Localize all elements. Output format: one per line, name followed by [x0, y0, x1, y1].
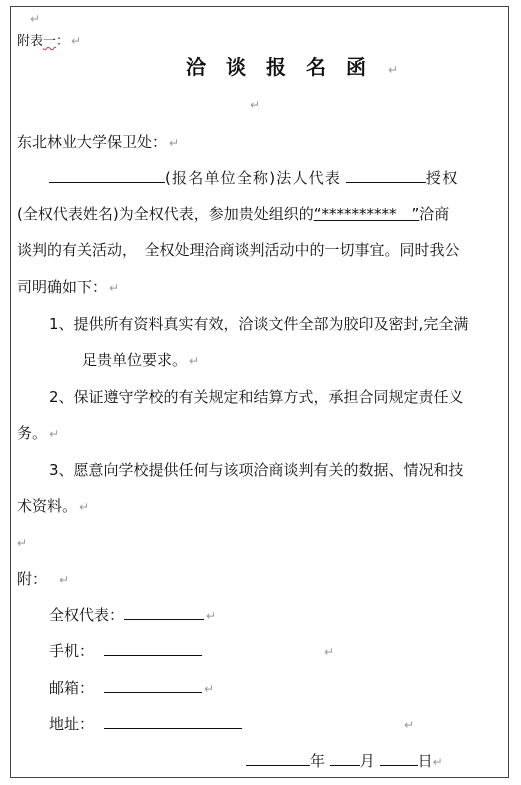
- paragraph-mark: ↵: [204, 682, 215, 696]
- paragraph-mark: ↵: [388, 63, 399, 77]
- legal-rep-blank: [346, 168, 426, 183]
- fu-label: 附：: [17, 570, 48, 588]
- paragraph-mark: ↵: [79, 500, 90, 514]
- email-field: [49, 678, 214, 699]
- paragraph-mark: ↵: [404, 718, 415, 732]
- address-field: [49, 714, 414, 735]
- unit-name-blank: [49, 168, 165, 183]
- paragraph-mark: ↵: [109, 281, 120, 295]
- paragraph-mark: ↵: [49, 427, 60, 441]
- phone-blank: [104, 641, 202, 656]
- item-text: 3、愿意向学校提供任何与该项洽商谈判有关的数据、情况和技: [49, 461, 464, 479]
- item-text: 术资料。: [17, 497, 78, 515]
- rep-label: 全权代表：: [49, 606, 125, 624]
- item-text: 足贵单位要求。: [82, 351, 188, 369]
- salutation: [17, 132, 179, 153]
- paragraph-mark: ↵: [17, 536, 28, 550]
- paragraph-mark: ↵: [189, 354, 200, 368]
- empty-paragraph: [250, 94, 260, 115]
- address-blank: [104, 714, 242, 729]
- month-blank: [330, 751, 360, 766]
- rep-field: [49, 605, 216, 626]
- body-text: 司明确如下：: [17, 278, 108, 296]
- body-line-4: [17, 277, 119, 298]
- attachment-number: 一: [43, 34, 57, 49]
- rep-blank: [124, 605, 204, 620]
- attachment-text: 附表: [17, 34, 44, 49]
- address-label: 地址：: [49, 715, 95, 733]
- paragraph-mark: ↵: [169, 136, 180, 150]
- month-label: 月: [359, 752, 375, 770]
- date-line: [246, 751, 443, 772]
- document-title: [186, 57, 398, 80]
- body-text: (报名单位全称)法人代表: [165, 169, 342, 187]
- paragraph-mark: ↵: [30, 12, 41, 26]
- paragraph-mark: ↵: [59, 573, 70, 587]
- empty-paragraph: [17, 532, 27, 553]
- phone-field: [49, 641, 334, 662]
- body-line-2: [17, 204, 449, 224]
- body-text: 授权: [425, 169, 459, 187]
- paragraph-mark: ↵: [432, 755, 443, 769]
- year-blank: [246, 751, 310, 766]
- title-text: 洽谈报名函: [186, 55, 386, 79]
- item-text: 务。: [17, 424, 48, 442]
- item-text: 1、提供所有资料真实有效，洽谈文件全部为胶印及密封,完全满: [49, 315, 469, 333]
- body-line-1: [49, 168, 459, 188]
- body-text: (全权代表姓名)为全权代表，参加贵处组织的: [17, 205, 314, 223]
- paragraph-mark: ↵: [206, 609, 217, 623]
- item-2-line-2: [17, 423, 59, 444]
- item-text: 2、保证遵守学校的有关规定和结算方式，承担合同规定责任义: [49, 388, 464, 406]
- year-label: 年: [310, 752, 326, 770]
- phone-label: 手机：: [49, 642, 95, 660]
- item-3-line-2: [17, 496, 89, 517]
- salutation-text: 东北林业大学保卫处：: [17, 133, 168, 151]
- item-1-line-2: [82, 350, 199, 371]
- email-blank: [104, 678, 202, 693]
- body-line-3: [17, 240, 460, 260]
- item-3-line-1: [49, 460, 464, 480]
- day-blank: [380, 751, 418, 766]
- paragraph-mark: ↵: [324, 645, 335, 659]
- attachment-colon: ：: [56, 34, 70, 49]
- day-label: 日: [417, 752, 433, 770]
- body-text: 谈判的有关活动， 全权处理洽商谈判活动中的一切事宜。同时我公: [17, 241, 460, 259]
- body-text: 洽商: [419, 205, 450, 223]
- item-1-line-1: [49, 314, 468, 334]
- attachment-label: [17, 31, 81, 52]
- email-label: 邮箱：: [49, 679, 95, 697]
- project-name-quote: “********** ”: [313, 205, 420, 223]
- paragraph-mark: ↵: [71, 34, 82, 48]
- attachment-section: [17, 569, 69, 590]
- item-2-line-1: [49, 387, 464, 407]
- paragraph-mark: ↵: [250, 98, 261, 112]
